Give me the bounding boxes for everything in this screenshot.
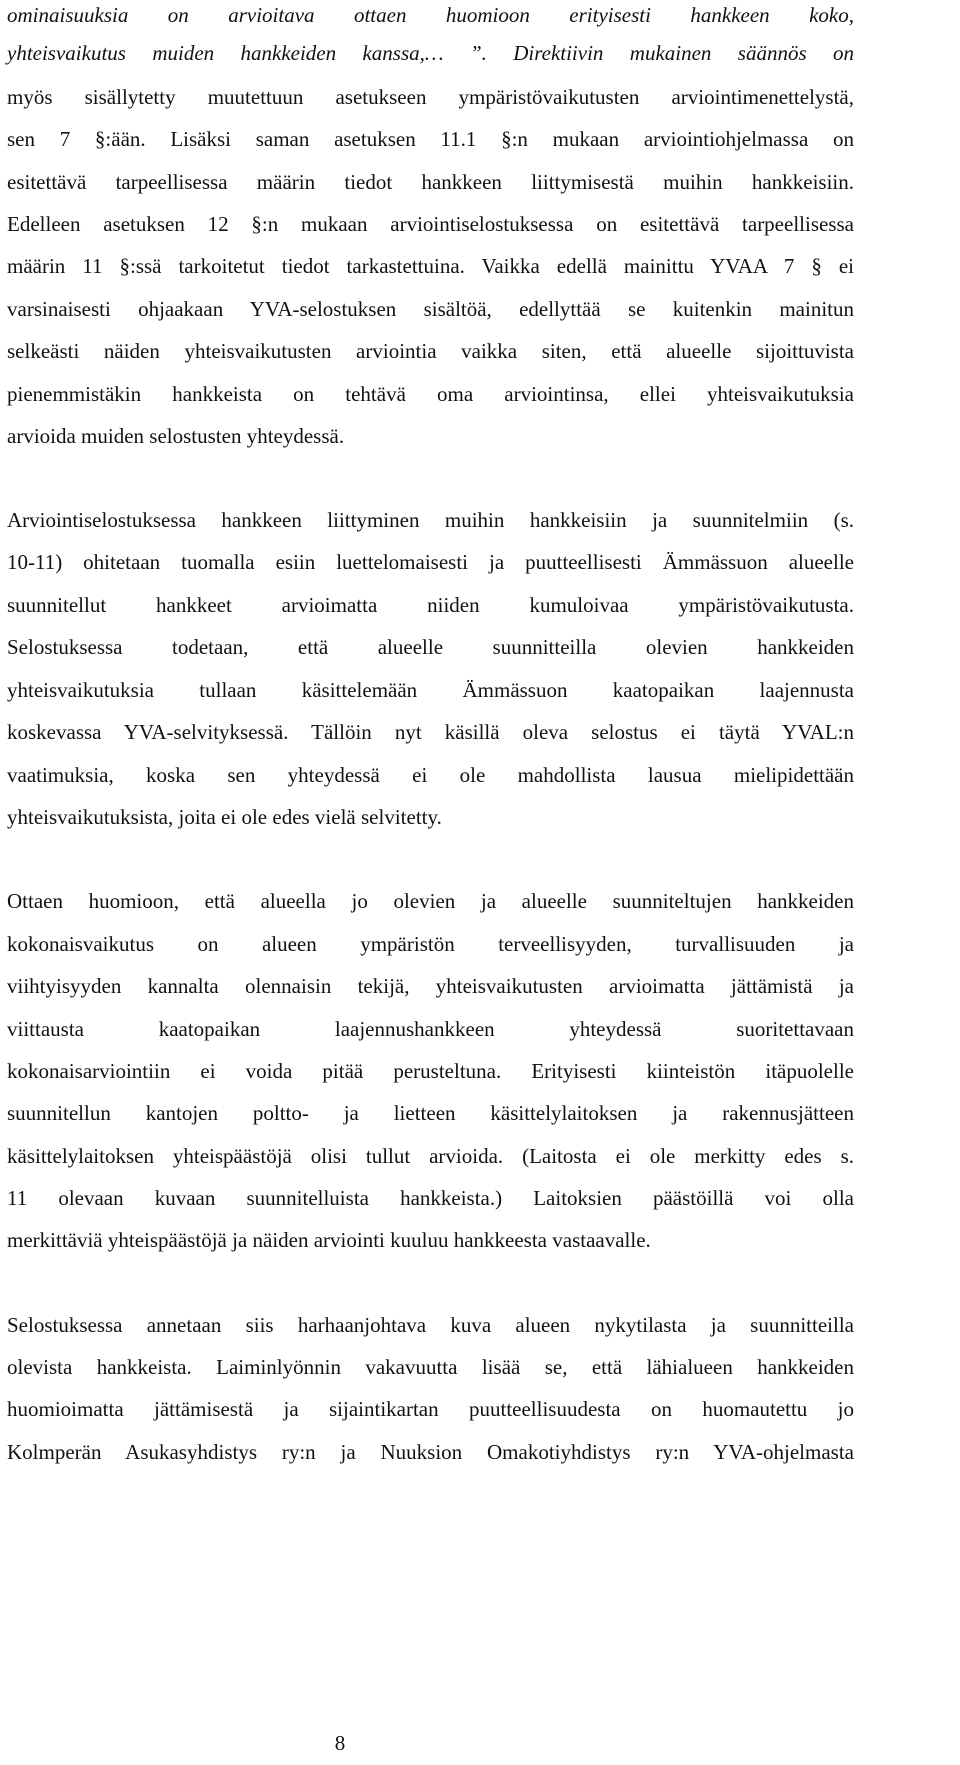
text-line: suunnitellun kantojen poltto- ja lietteen käsittelylaitoksen ja rakennusjätteen — [7, 1101, 854, 1125]
text-line: merkittäviä yhteispäästöjä ja näiden arviointi kuuluu hankkeesta vastaavalle. — [7, 1228, 651, 1252]
text-line: yhteisvaikutuksista, joita ei ole edes vielä selvitetty. — [7, 805, 442, 829]
text-line: yhteisvaikutuksia tullaan käsittelemään Ämmässuon kaatopaikan laajennusta — [7, 678, 854, 702]
text-line: kokonaisarviointiin ei voida pitää perusteltuna. Erityisesti kiinteistön itäpuolelle — [7, 1059, 854, 1083]
text-line: sen 7 §:ään. Lisäksi saman asetuksen 11.1 §:n mukaan arviointiohjelmassa on — [7, 127, 854, 151]
text-line: vaatimuksia, koska sen yhteydessä ei ole mahdollista lausua mielipidettään — [7, 763, 854, 787]
text-line: kokonaisvaikutus on alueen ympäristön terveellisyyden, turvallisuuden ja — [7, 932, 854, 956]
page-number: 8 — [334, 1731, 346, 1755]
text-line: koskevassa YVA-selvityksessä. Tällöin nyt käsillä oleva selostus ei täytä YVAL:n — [7, 720, 854, 744]
text-line: suunnitellut hankkeet arvioimatta niiden kumuloivaa ympäristövaikutusta. — [7, 593, 854, 617]
text-line: selkeästi näiden yhteisvaikutusten arviointia vaikka siten, että alueelle sijoittuvista — [7, 339, 854, 363]
text-line: 11 olevaan kuvaan suunnitelluista hankkeista.) Laitoksien päästöillä voi olla — [7, 1186, 854, 1210]
text-line: Selostuksessa annetaan siis harhaanjohtava kuva alueen nykytilasta ja suunnitteilla — [7, 1313, 854, 1337]
text-line: esitettävä tarpeellisessa määrin tiedot hankkeen liittymisestä muihin hankkeisiin. — [7, 170, 854, 194]
text-line: määrin 11 §:ssä tarkoitetut tiedot tarkastettuina. Vaikka edellä mainittu YVAA 7 § ei — [7, 254, 854, 278]
text-line: Kolmperän Asukasyhdistys ry:n ja Nuuksion Omakotiyhdistys ry:n YVA-ohjelmasta — [7, 1440, 854, 1464]
text-line: pienemmistäkin hankkeista on tehtävä oma arviointinsa, ellei yhteisvaikutuksia — [7, 382, 854, 406]
text-line: arvioida muiden selostusten yhteydessä. — [7, 424, 345, 448]
text-line: viittausta kaatopaikan laajennushankkeen yhteydessä suoritettavaan — [7, 1017, 854, 1041]
text-line: käsittelylaitoksen yhteispäästöjä olisi tullut arvioida. (Laitosta ei ole merkitty edes s. — [7, 1144, 854, 1168]
text-line: Arviointiselostuksessa hankkeen liittyminen muihin hankkeisiin ja suunnitelmiin (s. — [7, 508, 854, 532]
text-line: ominaisuuksia on arvioitava ottaen huomioon erityisesti hankkeen koko, — [7, 3, 854, 27]
text-line: viihtyisyyden kannalta olennaisin tekijä, yhteisvaikutusten arvioimatta jättämistä ja — [7, 974, 854, 998]
text-line: 10-11) ohitetaan tuomalla esiin luettelomaisesti ja puutteellisesti Ämmässuon alueelle — [7, 550, 854, 574]
text-line: Ottaen huomioon, että alueella jo olevien ja alueelle suunniteltujen hankkeiden — [7, 889, 854, 913]
text-line: yhteisvaikutus muiden hankkeiden kanssa,… ”. Direktiivin mukainen säännös on — [7, 41, 854, 65]
text-line: Selostuksessa todetaan, että alueelle suunnitteilla olevien hankkeiden — [7, 635, 854, 659]
text-line: huomioimatta jättämisestä ja sijaintikartan puutteellisuudesta on huomautettu jo — [7, 1397, 854, 1421]
text-line: olevista hankkeista. Laiminlyönnin vakavuutta lisää se, että lähialueen hankkeiden — [7, 1355, 854, 1379]
text-line: Edelleen asetuksen 12 §:n mukaan arviointiselostuksessa on esitettävä tarpeellisessa — [7, 212, 854, 236]
text-line: myös sisällytetty muutettuun asetukseen ympäristövaikutusten arviointimenettelystä, — [7, 85, 854, 109]
text-line: varsinaisesti ohjaakaan YVA-selostuksen sisältöä, edellyttää se kuitenkin mainitun — [7, 297, 854, 321]
